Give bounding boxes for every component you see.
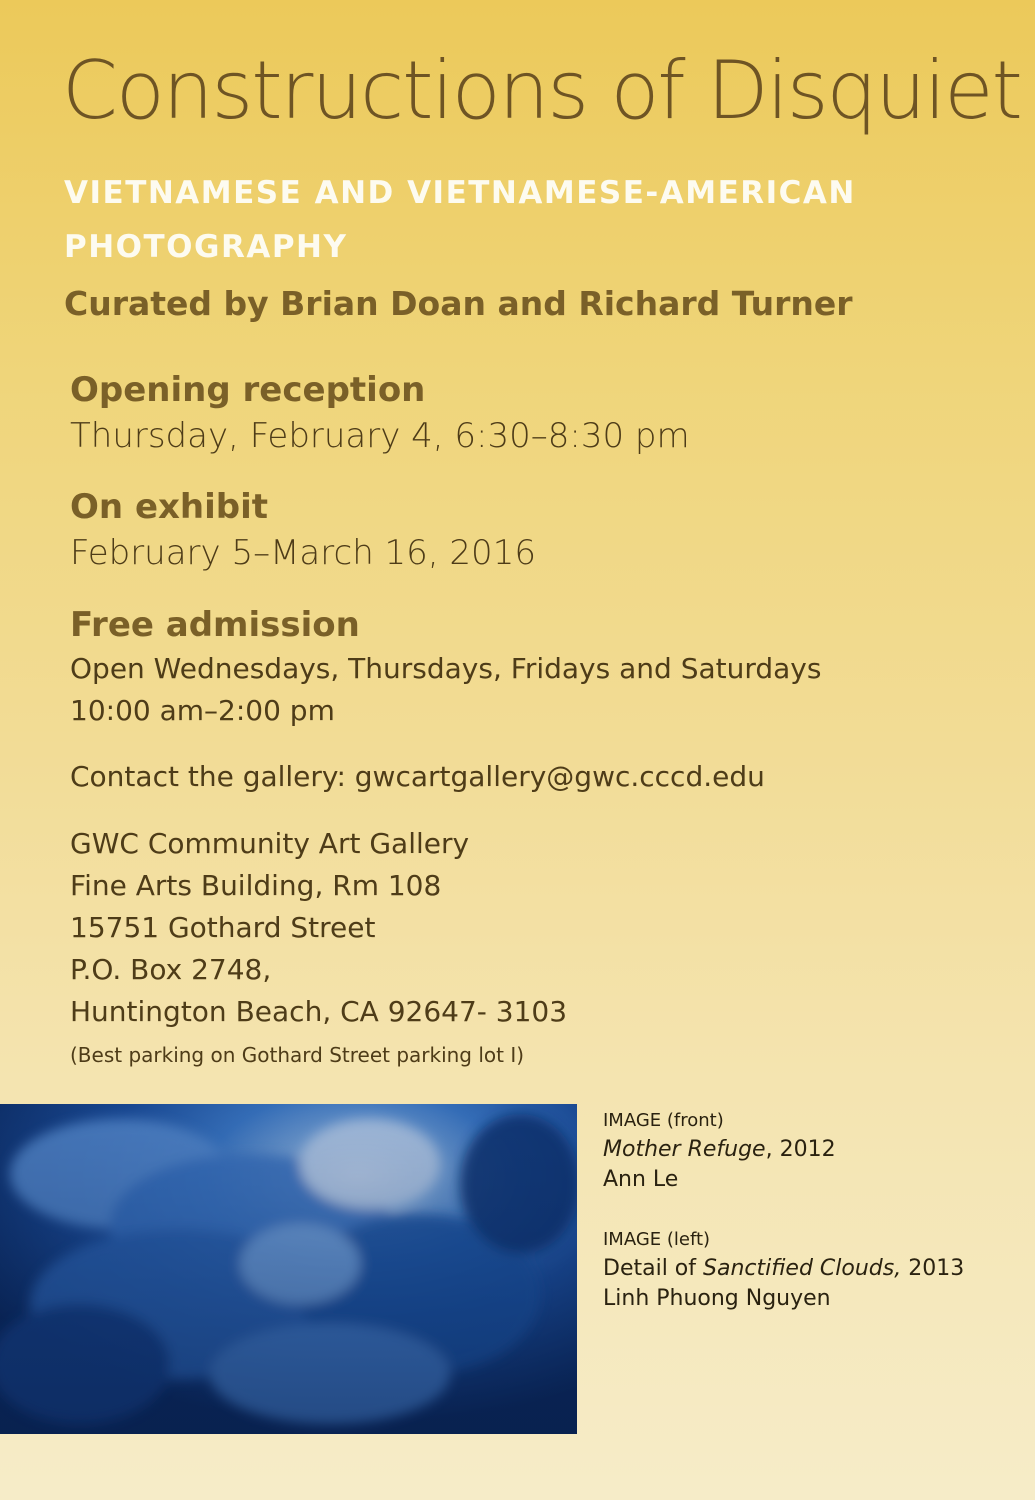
admission-days: Open Wednesdays, Thursdays, Fridays and Saturdays: [70, 652, 822, 685]
exhibit-section: [70, 486, 536, 574]
poster-title: Constructions of Disquiet: [62, 44, 1021, 137]
reception-detail: Thursday, February 4, 6:30–8:30 pm: [70, 416, 690, 456]
address-line-city: Huntington Beach, CA 92647- 3103: [70, 995, 568, 1028]
left-image-prefix: Detail of: [603, 1256, 703, 1281]
address-line-building: Fine Arts Building, Rm 108: [70, 869, 442, 902]
exhibit-dates: February 5–March 16, 2016: [70, 533, 536, 573]
left-image-label: IMAGE (left): [603, 1229, 711, 1250]
image-credits: [603, 1107, 964, 1314]
front-image-year: , 2012: [765, 1137, 836, 1162]
front-image-label: IMAGE (front): [603, 1110, 724, 1131]
reception-heading: Opening reception: [70, 370, 426, 410]
contact-section: [70, 756, 765, 798]
admission-section: [70, 604, 821, 732]
curators-line: Curated by Brian Doan and Richard Turner: [64, 284, 853, 323]
front-image-title-line: [603, 1135, 964, 1165]
contact-line: Contact the gallery: gwcartgallery@gwc.cccd.edu: [70, 760, 765, 793]
admission-hours: 10:00 am–2:00 pm: [70, 694, 335, 727]
address-line-street: 15751 Gothard Street: [70, 911, 376, 944]
left-image-title: Sanctified Clouds,: [703, 1256, 902, 1281]
front-image-artist: Ann Le: [603, 1167, 679, 1192]
admission-heading: Free admission: [70, 605, 360, 645]
cloud-photo-image: [0, 1104, 577, 1434]
left-image-year: 2013: [901, 1256, 965, 1281]
front-image-title: Mother Refuge: [603, 1137, 766, 1162]
reception-section: [70, 369, 690, 457]
address-section: [70, 823, 567, 1077]
address-line-pobox: P.O. Box 2748,: [70, 953, 272, 986]
cloud-photo: [0, 1104, 577, 1434]
left-image-artist: Linh Phuong Nguyen: [603, 1286, 831, 1311]
address-line-gallery: GWC Community Art Gallery: [70, 827, 470, 860]
poster-subtitle: VIETNAMESE AND VIETNAMESE-AMERICAN PHOTOGRAPHY: [64, 175, 856, 265]
exhibit-heading: On exhibit: [70, 487, 269, 527]
parking-note: (Best parking on Gothard Street parking lot I): [70, 1043, 525, 1067]
left-image-title-line: [603, 1254, 964, 1284]
